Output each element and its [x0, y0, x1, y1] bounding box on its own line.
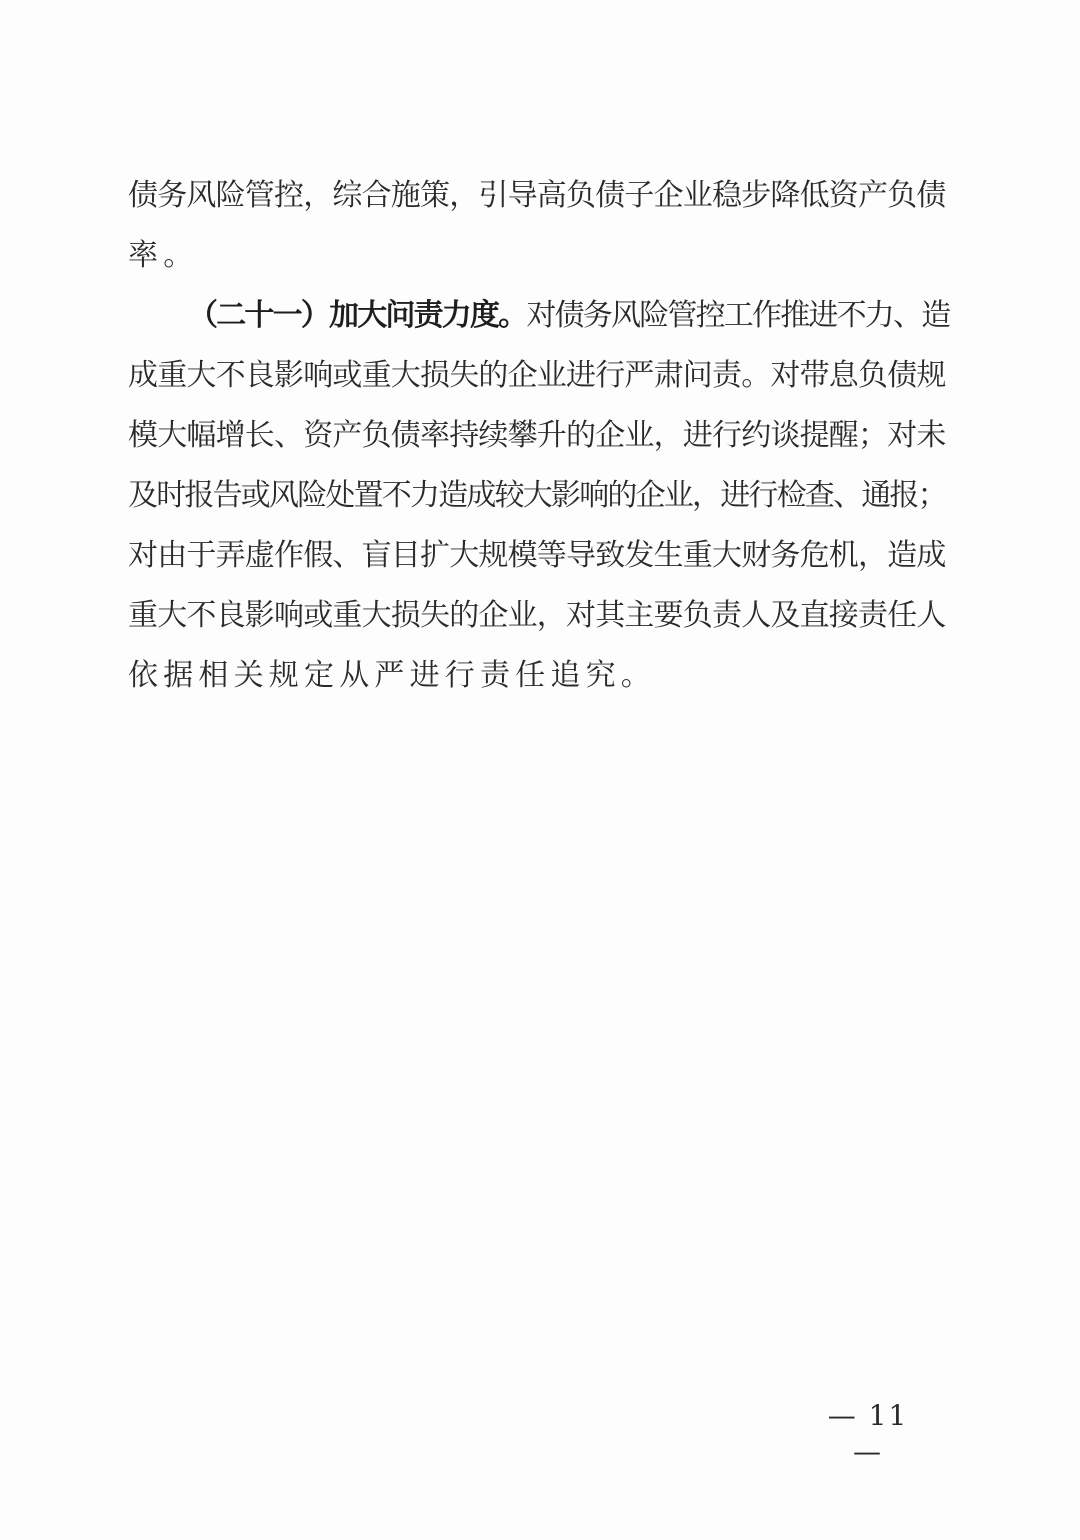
paragraph-2-line-7: 依据相关规定从严进行责任追究。 [128, 658, 656, 693]
paragraph-1-line-1: 债务风险管控，综合施策，引导高负债子企业稳步降低资产负债 [128, 178, 946, 213]
paragraph-2-line-6: 重大不良影响或重大损失的企业，对其主要负责人及直接责任人 [128, 598, 946, 633]
paragraph-2-line-1-text: 对债务风险管控工作推进不力、造 [526, 298, 950, 333]
paragraph-2-line-5: 对由于弄虚作假、盲目扩大规模等导致发生重大财务危机，造成 [128, 538, 946, 573]
paragraph-2-line-4: 及时报告或风险处置不力造成较大影响的企业，进行检查、通报； [128, 478, 946, 513]
paragraph-2-line-2: 成重大不良影响或重大损失的企业进行严肃问责。对带息负债规 [128, 358, 946, 393]
paragraph-2-line-3: 模大幅增长、资产负债率持续攀升的企业，进行约谈提醒；对未 [128, 418, 946, 453]
page-number: — 11 — [827, 1399, 909, 1468]
paragraph-1-line-2: 率。 [128, 238, 199, 273]
paragraph-2-line-1 [188, 296, 956, 336]
section-heading: （二十一）加大问责力度。 [188, 298, 527, 333]
